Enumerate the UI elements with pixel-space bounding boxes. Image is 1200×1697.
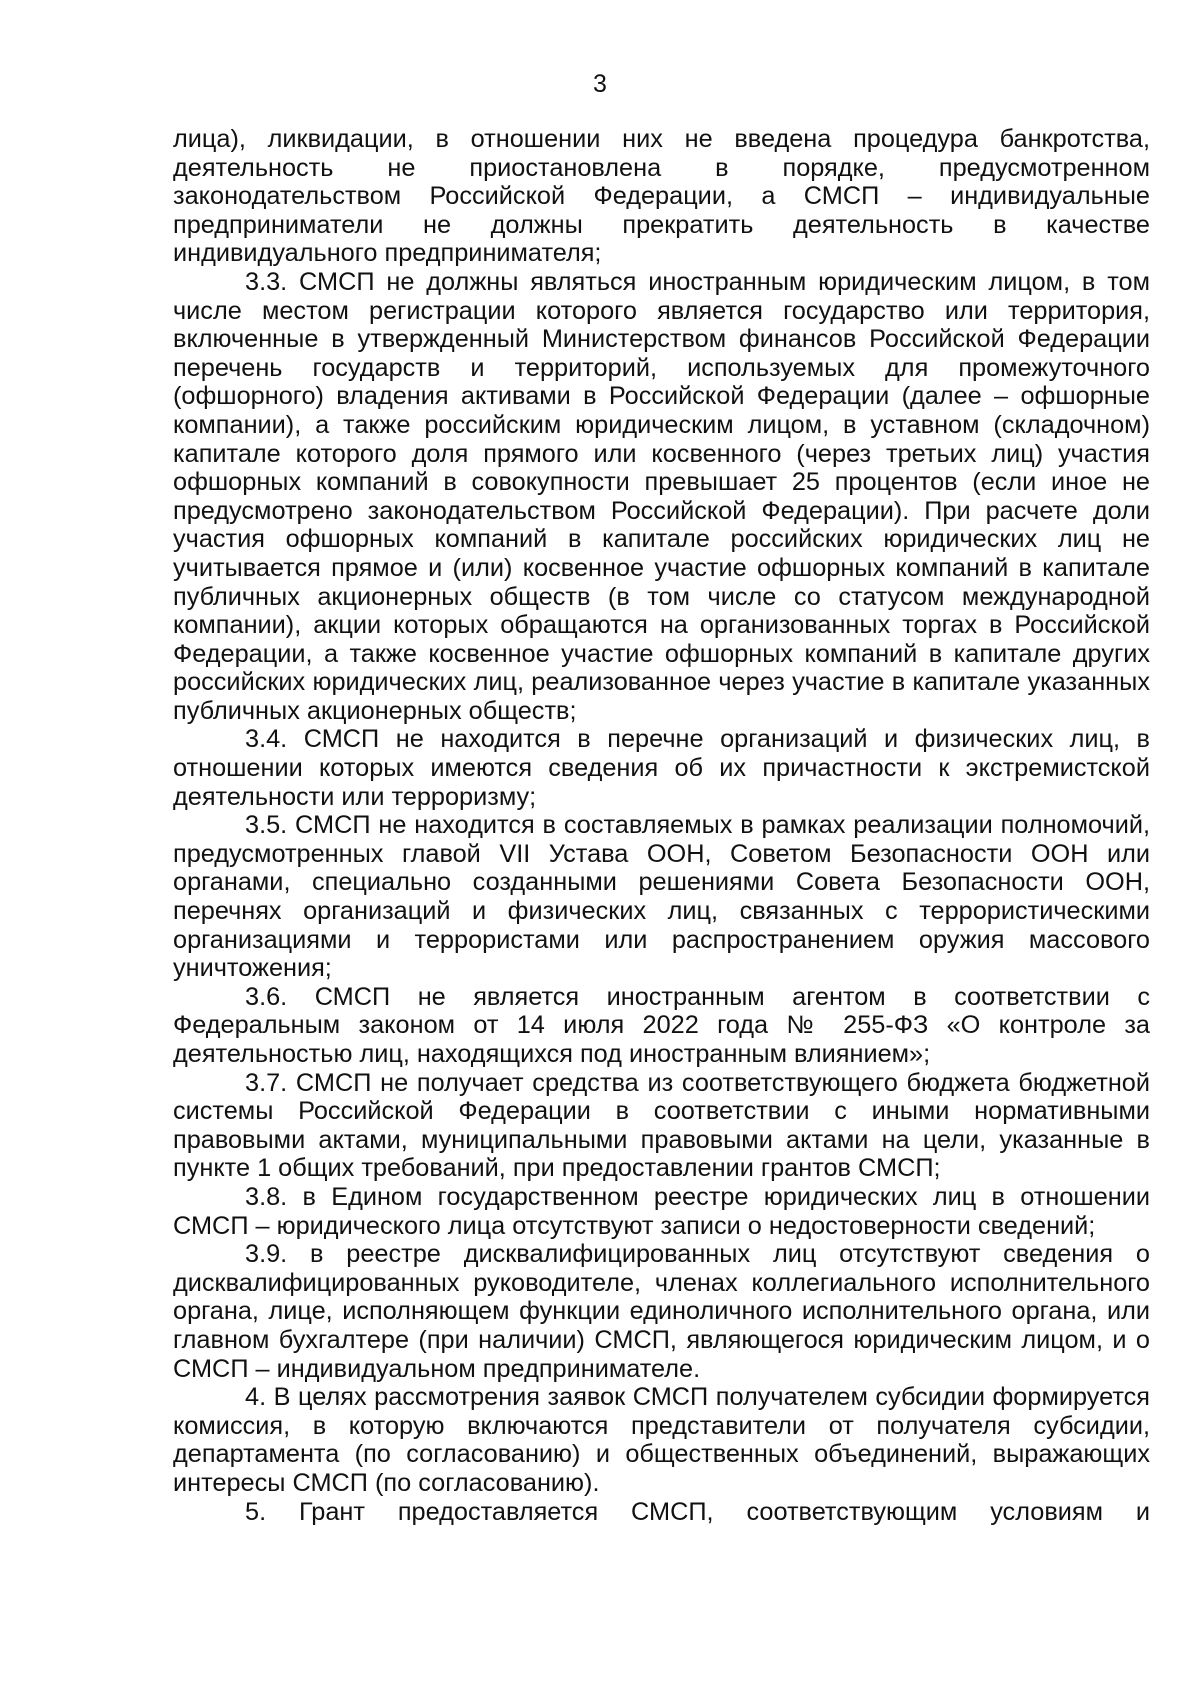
paragraph-3-9: 3.9. в реестре дисквалифицированных лиц отсутствуют сведения о дисквалифицированных руководителе, членах коллегиального исполнительного органа, лице, исполняющем функции единоличного исполнительного органа, или главном бухгалтере (при наличии) СМСП, являющегося юридическим лицом, и о СМСП – индивидуальном предпринимателе. [173, 1240, 1150, 1383]
document-body [173, 125, 1150, 1526]
paragraph-5: 5. Грант предоставляется СМСП, соответствующим условиям и [245, 1497, 1150, 1526]
paragraph-3-8: 3.8. в Едином государственном реестре юридических лиц в отношении СМСП – юридического лица отсутствуют записи о недостоверности сведений; [173, 1182, 1150, 1240]
paragraph-3-7: 3.7. СМСП не получает средства из соответствующего бюджета бюджетной системы Российской Федерации в соответствии с иными нормативными правовыми актами, муниципальными правовыми актами на цели, указанные в пункте 1 общих требований, при предоставлении грантов СМСП; [173, 1068, 1150, 1183]
paragraph-3-4: 3.4. СМСП не находится в перечне организаций и физических лиц, в отношении которых имеются сведения об их причастности к экстремистской деятельности или терроризму; [173, 725, 1150, 811]
paragraph-3-3: 3.3. СМСП не должны являться иностранным юридическим лицом, в том числе местом регистрации которого является государство или территория, включенные в утвержденный Министерством финансов Российской Федерации перечень государств и территорий, используемых для промежуточного (офшорного) владения активами в Российской Федерации (далее – офшорные компании), а также российским юридическим лицом, в уставном (складочном) капитале которого доля прямого или косвенного (через третьих лиц) участия офшорных компаний в совокупности превышает 25 процентов (если иное не предусмотрено законодательством Российской Федерации). При расчете доли участия офшорных компаний в капитале российских юридических лиц не учитывается прямое и (или) косвенное участие офшорных компаний в капитале публичных акционерных обществ (в том числе со статусом международной компании), акции которых обращаются на организованных торгах в Российской Федерации, а также косвенное участие офшорных компаний в капитале других российских юридических лиц, реализованное через участие в капитале указанных публичных акционерных обществ; [173, 267, 1150, 725]
paragraph-4: 4. В целях рассмотрения заявок СМСП получателем субсидии формируется комиссия, в которую включаются представители от получателя субсидии, департамента (по согласованию) и общественных объединений, выражающих интересы СМСП (по согласованию). [173, 1383, 1150, 1497]
paragraph-3-6: 3.6. СМСП не является иностранным агентом в соответствии с Федеральным законом от 14 июля 2022 года № 255-ФЗ «О контроле за деятельностью лиц, находящихся под иностранным влиянием»; [173, 982, 1150, 1068]
paragraph-continuation: лица), ликвидации, в отношении них не введена процедура банкротства, деятельность не приостановлена в порядке, предусмотренном законодательством Российской Федерации, а СМСП – индивидуальные предприниматели не должны прекратить деятельность в качестве индивидуального предпринимателя; [173, 125, 1150, 268]
paragraph-3-5: 3.5. СМСП не находится в составляемых в рамках реализации полномочий, предусмотренных главой VII Устава ООН, Советом Безопасности ООН или органами, специально созданными решениями Совета Безопасности ООН, перечнях организаций и физических лиц, связанных с террористическими организациями и террористами или распространением оружия массового уничтожения; [173, 811, 1150, 983]
page-number: 3 [593, 70, 607, 98]
